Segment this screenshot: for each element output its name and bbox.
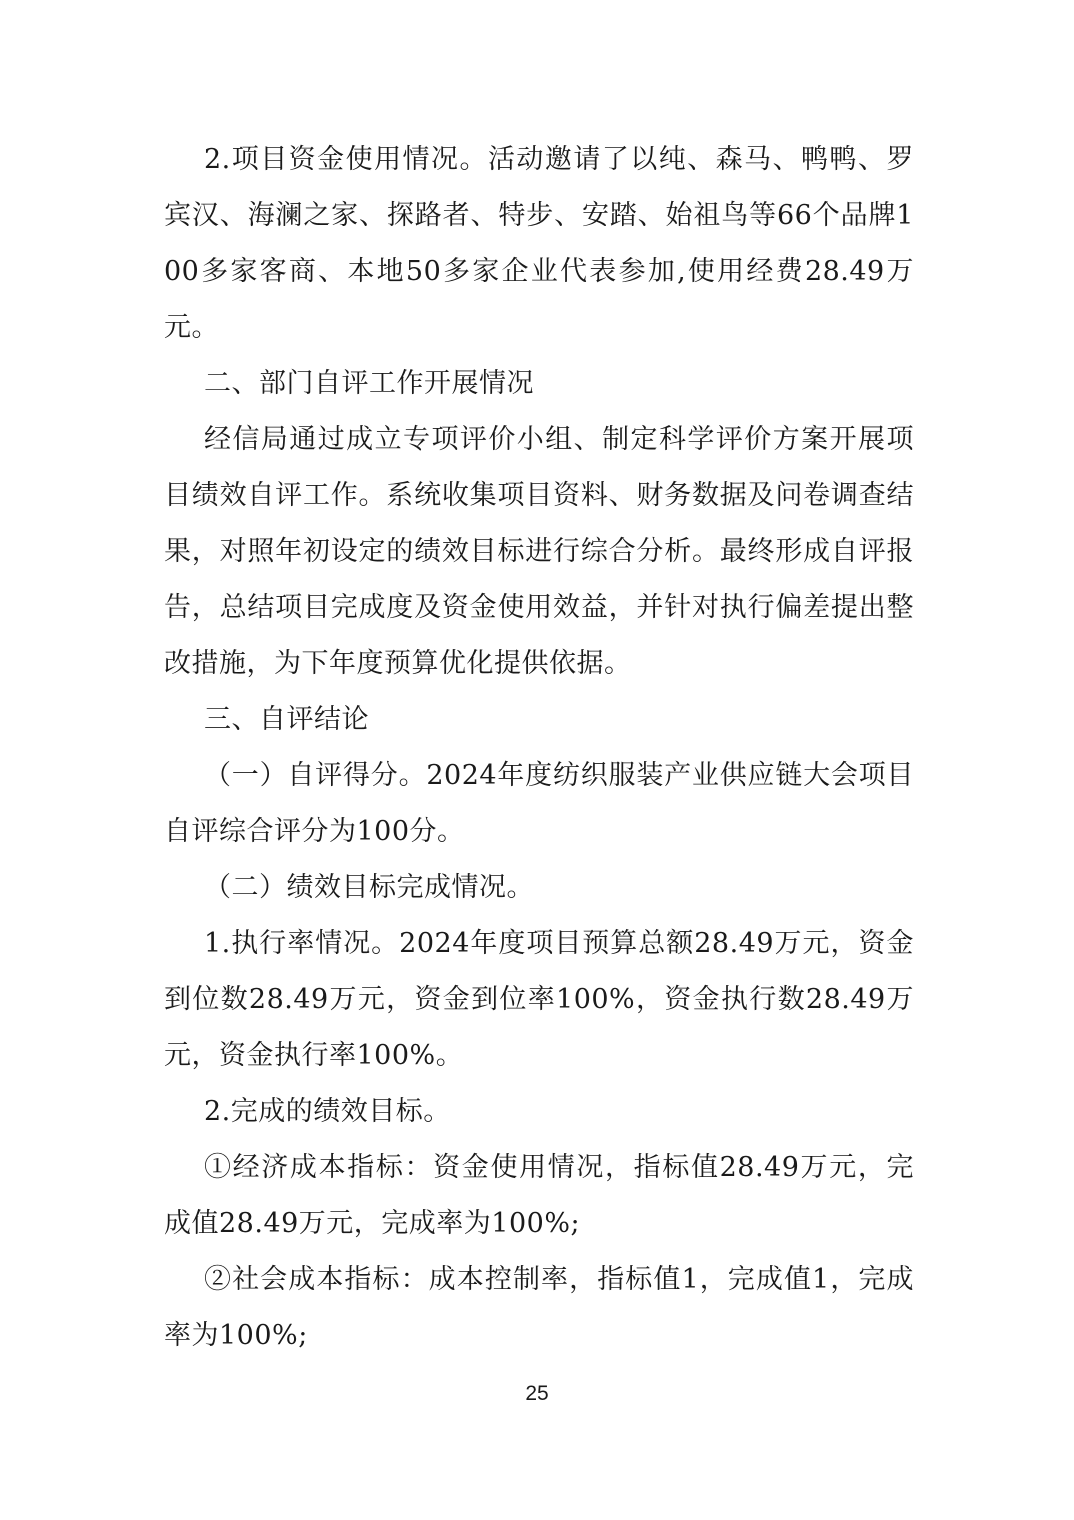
page-number: 25: [525, 1382, 549, 1405]
heading-performance-goals: （二）绩效目标完成情况。: [204, 872, 534, 903]
heading-self-evaluation-work: 二、部门自评工作开展情况: [204, 368, 534, 399]
heading-self-evaluation-conclusion: 三、自评结论: [204, 704, 369, 735]
paragraph-fund-usage: 2.项目资金使用情况。活动邀请了以纯、森马、鸭鸭、罗宾汉、海澜之家、探路者、特步、安踏、始祖鸟等66个品牌100多家客商、本地50多家企业代表参加,使用经费28.49万元。: [164, 144, 914, 343]
paragraph-execution-rate: 1.执行率情况。2024年度项目预算总额28.49万元，资金到位数28.49万元，资金到位率100%，资金执行数28.49万元，资金执行率100%。: [164, 928, 914, 1071]
document-body: [164, 132, 914, 1364]
paragraph-social-cost-indicator: ②社会成本指标：成本控制率，指标值1，完成值1，完成率为100%;: [164, 1264, 914, 1351]
paragraph-self-evaluation-process: 经信局通过成立专项评价小组、制定科学评价方案开展项目绩效自评工作。系统收集项目资料、财务数据及问卷调查结果，对照年初设定的绩效目标进行综合分析。最终形成自评报告，总结项目完成度及资金使用效益，并针对执行偏差提出整改措施，为下年度预算优化提供依据。: [164, 424, 914, 679]
paragraph-economic-cost-indicator: ①经济成本指标：资金使用情况，指标值28.49万元，完成值28.49万元，完成率为100%;: [164, 1152, 914, 1239]
heading-completed-goals: 2.完成的绩效目标。: [204, 1096, 451, 1127]
paragraph-self-evaluation-score: （一）自评得分。2024年度纺织服装产业供应链大会项目自评综合评分为100分。: [164, 760, 914, 847]
